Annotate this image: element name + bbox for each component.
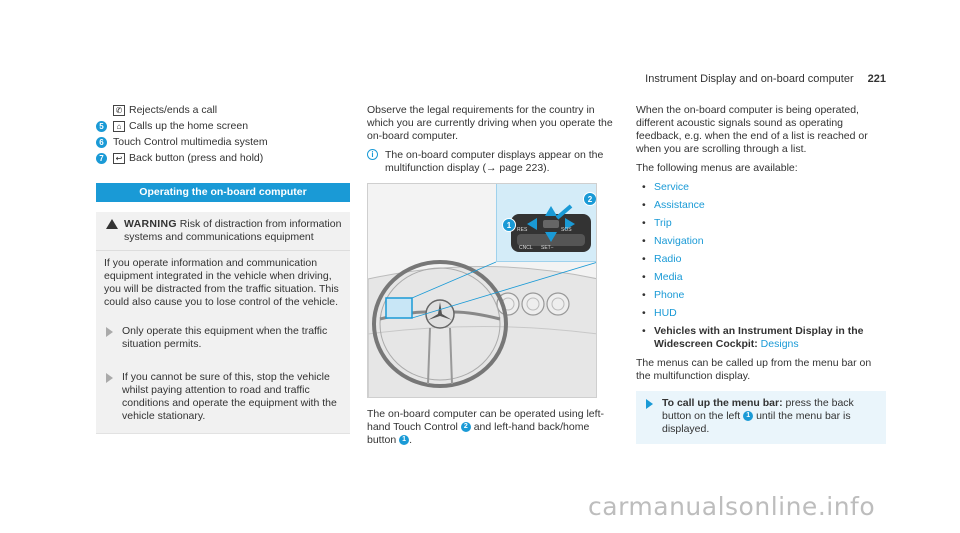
caption-text: The on-board computer can be operated using left-hand Touch Control	[367, 408, 604, 433]
menu-item[interactable]	[636, 235, 886, 248]
menu-list	[636, 181, 886, 351]
sos-label: SOS	[561, 227, 572, 233]
action-title: To call up the menu bar:	[662, 397, 783, 409]
menu-link-service[interactable]: Service	[654, 181, 690, 193]
menu-link-media[interactable]: Media	[654, 271, 683, 283]
warning-label: WARNING	[124, 218, 177, 230]
callout-ref-1: 1	[399, 435, 409, 445]
caption-text: .	[409, 434, 413, 446]
action-text: press the back button on the left	[662, 397, 854, 422]
menu-item[interactable]	[636, 217, 886, 230]
page-number: 221	[867, 73, 886, 85]
warning-title: Risk of distraction from information systems and communications equipment	[124, 218, 342, 243]
menu-link-radio[interactable]: Radio	[654, 253, 682, 265]
bullet-text: If you cannot be sure of this, stop the vehicle whilst paying attention to road and traffic conditions and operate the equipment with the vehicle stationary.	[122, 371, 337, 422]
menu-link-assistance[interactable]: Assistance	[654, 199, 705, 211]
legend-number	[96, 105, 107, 116]
arrow-icon	[106, 327, 113, 337]
cncl-label: CNCL	[519, 245, 533, 251]
menus-intro: The following menus are available:	[636, 162, 798, 174]
caption-text: and left-hand back/home button	[367, 421, 590, 446]
legend-number: 6	[96, 137, 107, 148]
back-icon: ↩	[113, 153, 125, 164]
menu-item[interactable]	[636, 271, 886, 284]
arrow-icon	[106, 373, 113, 383]
info-icon: i	[367, 149, 378, 160]
menu-link-trip[interactable]: Trip	[654, 217, 672, 229]
figure-caption	[367, 408, 613, 447]
legend-text: Calls up the home screen	[129, 120, 249, 132]
warning-box	[96, 212, 350, 434]
legend-item	[96, 120, 350, 133]
action-step	[636, 391, 886, 444]
menu-item[interactable]	[636, 199, 886, 212]
legend-item	[96, 104, 350, 117]
section-heading: Operating the on-board computer	[96, 183, 350, 202]
arrow-icon	[646, 399, 653, 409]
legend-number: 7	[96, 153, 107, 164]
res-label: RES	[517, 227, 528, 233]
callout-1: 1	[502, 218, 516, 232]
feedback-paragraph: When the on-board computer is being operated, different acoustic signals sound as operating feedback, e.g. when the end of a list is reached or when you are scrolling through a list.	[636, 104, 868, 155]
set-label: SET−	[541, 245, 554, 251]
menu-item[interactable]	[636, 253, 886, 266]
menu-item[interactable]	[636, 181, 886, 194]
warning-bullet	[96, 367, 350, 433]
legend-number: 5	[96, 121, 107, 132]
legend-item	[96, 136, 350, 149]
legend-item	[96, 152, 350, 165]
menu-bar-paragraph: The menus can be called up from the menu bar on the multifunction display.	[636, 357, 872, 382]
legend-text: Back button (press and hold)	[129, 152, 264, 164]
action-text: until the menu bar is displayed.	[662, 410, 851, 435]
column-right	[636, 104, 886, 444]
warning-header	[96, 212, 350, 251]
intro-paragraph: Observe the legal requirements for the country in which you are currently driving when you operate the on-board computer.	[367, 104, 613, 142]
menu-item[interactable]	[636, 307, 886, 320]
menu-link-phone[interactable]: Phone	[654, 289, 685, 301]
info-text: The on-board computer displays appear on the multifunction display (→ page 223).	[385, 149, 604, 174]
menu-item[interactable]	[636, 289, 886, 302]
page-header	[645, 73, 886, 86]
warning-triangle-icon	[106, 219, 118, 229]
info-note	[367, 149, 613, 175]
menu-link-navigation[interactable]: Navigation	[654, 235, 704, 247]
legend-text: Touch Control multimedia system	[113, 136, 268, 148]
warning-body: If you operate information and communication equipment integrated in the vehicle when driving, you will be distracted from the traffic situation. This could also cause you to lose control of the vehicle.	[104, 257, 339, 308]
section-title: Instrument Display and on-board computer	[645, 73, 854, 85]
menu-item	[636, 325, 886, 351]
callout-2: 2	[583, 192, 597, 206]
legend-text: Rejects/ends a call	[129, 104, 218, 116]
end-call-icon: ✆	[113, 105, 125, 116]
column-left	[96, 104, 350, 434]
warning-bullet	[96, 321, 350, 361]
bullet-text: Only operate this equipment when the traffic situation permits.	[122, 325, 328, 350]
callout-ref-2: 2	[461, 422, 471, 432]
column-middle	[367, 104, 613, 453]
menu-condition: Vehicles with an Instrument Display in the Widescreen Cockpit:	[654, 325, 864, 350]
callout-ref-1: 1	[743, 411, 753, 421]
menu-link-designs[interactable]: Designs	[757, 338, 799, 350]
menu-link-hud[interactable]: HUD	[654, 307, 677, 319]
home-icon: ⌂	[113, 121, 125, 132]
watermark: carmanualsonline.info	[588, 492, 876, 521]
steering-wheel-figure	[367, 183, 597, 398]
